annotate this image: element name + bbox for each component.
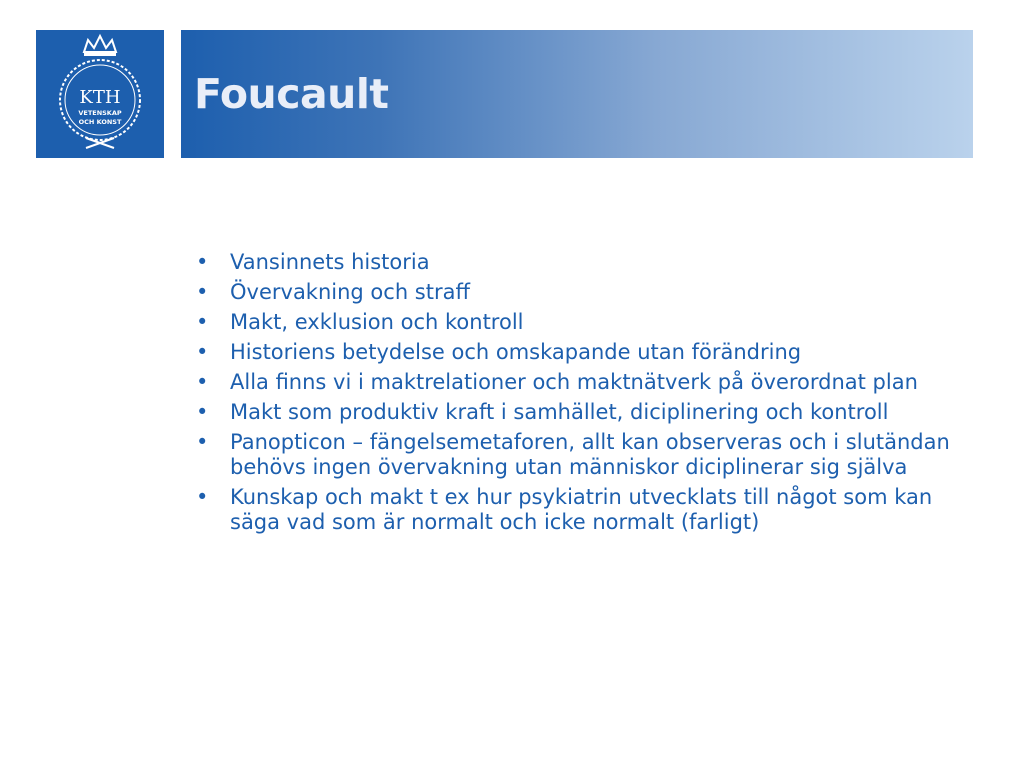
logo-line2-text: OCH KONST <box>78 118 122 126</box>
kth-seal-icon <box>36 30 164 158</box>
bullet-dot-icon: • <box>196 370 209 394</box>
bullet-dot-icon: • <box>196 400 209 424</box>
bullet-item <box>196 340 966 365</box>
bullet-text: Övervakning och straff <box>230 280 470 304</box>
bullet-item <box>196 485 966 535</box>
bullet-item <box>196 280 966 305</box>
logo-line1-text: VETENSKAP <box>78 109 122 117</box>
bullet-text: Makt, exklusion och kontroll <box>230 310 524 334</box>
bullet-item <box>196 430 966 480</box>
bullet-text: Kunskap och makt t ex hur psykiatrin utvecklats till något som kan säga vad som är normalt och icke normalt (farligt) <box>230 485 933 534</box>
bullet-dot-icon: • <box>196 430 209 454</box>
bullet-dot-icon: • <box>196 280 209 304</box>
kth-logo <box>36 30 164 158</box>
bullet-text: Alla finns vi i maktrelationer och maktnätverk på överordnat plan <box>230 370 918 394</box>
logo-main-text: KTH <box>79 87 121 108</box>
bullet-text: Vansinnets historia <box>230 250 430 274</box>
bullet-text: Panopticon – fängelsemetaforen, allt kan observeras och i slutändan behövs ingen övervakning utan människor diciplinerar sig själva <box>230 430 950 479</box>
bullet-list <box>196 250 966 540</box>
bullet-dot-icon: • <box>196 340 209 364</box>
bullet-text: Historiens betydelse och omskapande utan förändring <box>230 340 802 364</box>
slide-title: Foucault <box>194 70 389 118</box>
bullet-item <box>196 250 966 275</box>
bullet-item <box>196 400 966 425</box>
bullet-dot-icon: • <box>196 250 209 274</box>
bullet-text: Makt som produktiv kraft i samhället, diciplinering och kontroll <box>230 400 889 424</box>
bullet-dot-icon: • <box>196 485 209 509</box>
bullet-item <box>196 370 966 395</box>
bullet-item <box>196 310 966 335</box>
bullet-dot-icon: • <box>196 310 209 334</box>
